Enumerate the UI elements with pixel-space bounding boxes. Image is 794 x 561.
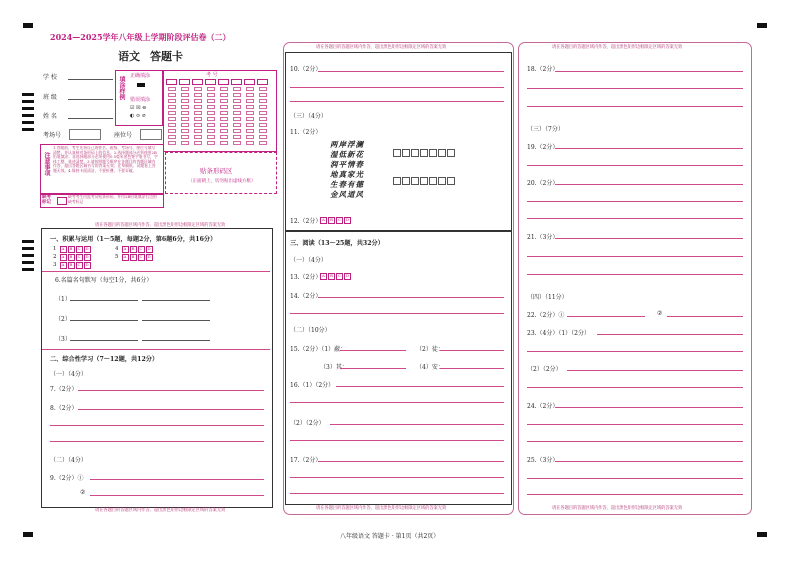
exam-id-bubble[interactable] [168, 141, 176, 145]
corner-mark-tl [23, 23, 33, 28]
exam-id-bubble[interactable] [246, 123, 254, 127]
exam-id-bubble[interactable] [168, 93, 176, 97]
writing-grid-cell[interactable] [447, 177, 455, 185]
mc-option-bubble[interactable]: C [77, 262, 81, 267]
option-bubble[interactable]: D [345, 217, 350, 222]
mc-option-bubble[interactable]: C [139, 254, 143, 259]
poem-line: 两岸浮澜 [330, 140, 364, 149]
q18-line[interactable] [555, 71, 743, 72]
mc-option-bubble[interactable]: B [68, 246, 75, 253]
corner-mark-bl [23, 532, 33, 537]
exam-id-bubble[interactable] [233, 141, 241, 145]
exam-id-bubble[interactable] [168, 99, 176, 103]
absent-note: 缺考考生由监考员贴条形码，并用2B铅笔填涂右边的缺考标记 [68, 195, 157, 204]
school-label: 学 校 [43, 74, 57, 81]
q9-line-1[interactable] [90, 479, 264, 480]
corner-mark-tr [757, 23, 767, 28]
answer-area-col1 [41, 228, 273, 508]
option-bubble[interactable]: D [345, 273, 350, 278]
exam-id-bubble[interactable] [168, 117, 176, 121]
exam-id-bubble[interactable] [220, 135, 228, 139]
q17-line[interactable] [290, 477, 504, 478]
exam-id-bubble[interactable] [194, 123, 202, 127]
q17-label: 17.（2分） [290, 457, 322, 464]
q24-label: 24.（2分） [527, 403, 559, 410]
warning-col1-bottom: 请在各题目的答题区域内作答，超出黑色矩形边框限定区域的答案无效 [95, 508, 226, 513]
q25-line[interactable] [527, 478, 743, 479]
q16-2-label: （2）（2分） [290, 420, 325, 427]
exam-id-digit-box[interactable] [192, 79, 203, 85]
poem-line: 湿低新花 [330, 150, 364, 159]
exam-id-bubble[interactable] [194, 105, 202, 109]
writing-grid-cell[interactable] [402, 177, 410, 185]
barcode-note: （正面朝上，切勿贴出虚线方框） [188, 179, 256, 184]
exam-id-bubble[interactable] [207, 87, 215, 91]
q20-line[interactable] [527, 201, 743, 202]
q19-line[interactable] [555, 148, 743, 149]
mc-number: 2 [53, 254, 57, 260]
warning-col1-top: 请在各题目的答题区域内作答，超出黑色矩形边框限定区域的答案无效 [95, 223, 226, 228]
mc-row[interactable] [115, 245, 154, 253]
warning-col3-bottom: 请在各题目的答题区域内作答，超出黑色矩形边框限定区域的答案无效 [552, 506, 683, 511]
timing-mark [22, 121, 34, 124]
q23-line[interactable] [597, 334, 743, 335]
exam-id-bubble[interactable] [246, 135, 254, 139]
writing-grid-cell[interactable] [429, 149, 437, 157]
answer-area-col2-top [285, 52, 512, 231]
wrong-fill-sample-2: ◐ ⊙ ⊘ [130, 113, 146, 119]
q23-line[interactable] [527, 387, 743, 388]
q6-blank-3a[interactable] [70, 340, 138, 341]
exam-id-bubble[interactable] [168, 129, 176, 133]
exam-id-bubble[interactable] [233, 135, 241, 139]
card-name-label: 答题卡 [150, 50, 183, 63]
exam-id-bubble[interactable] [168, 105, 176, 109]
name-label: 姓 名 [43, 113, 57, 120]
answer-column-3 [518, 42, 752, 515]
exam-id-bubble[interactable] [168, 87, 176, 91]
exam-id-bubble[interactable] [168, 123, 176, 127]
q14-label: 14.（2分） [290, 293, 322, 300]
exam-id-bubble[interactable] [259, 87, 267, 91]
exam-id-bubble[interactable] [233, 123, 241, 127]
q6-label: 6.名篇名句默写（每空1分，共6分） [55, 277, 153, 284]
part-2-label: （二）（4分） [50, 457, 87, 464]
mc-row[interactable] [53, 253, 92, 261]
writing-grid-cell[interactable] [420, 149, 428, 157]
exam-id-bubble[interactable] [259, 111, 267, 115]
q6-blank-3-label: （3） [55, 336, 71, 343]
option-bubble[interactable]: C [337, 273, 342, 278]
exam-id-bubble[interactable] [207, 93, 215, 97]
writing-grid-cell[interactable] [402, 149, 410, 157]
q9-line-2[interactable] [90, 495, 264, 496]
notes-text: 1.答题前，考生先将自己的姓名、班级、考场号、座位号填写清楚，并认真核对条形码上的信息。2.选择题部分必须使用2B铅笔填涂；非选择题部分必须使用0.5毫米黑色签字笔书写，字体工整、笔迹清楚。3.请按照题号顺序在各题目的答题区域内作答，超出答题区域书写的答案无效；在草稿纸、试题卷上答题无效。4.保持卡面清洁，不要折叠、不要弄破。 [53, 146, 158, 173]
q15-3-line[interactable] [340, 368, 406, 369]
timing-mark [22, 240, 34, 243]
q22-label: 22.（2分）① [527, 312, 565, 319]
writing-grid-cell[interactable] [438, 177, 446, 185]
q24-line[interactable] [527, 441, 743, 442]
exam-id-bubble[interactable] [207, 129, 215, 133]
writing-grid-cell[interactable] [447, 149, 455, 157]
exam-id-bubble[interactable] [207, 111, 215, 115]
q9-blank-2-label: ② [80, 489, 86, 496]
mc-option-bubble[interactable]: B [68, 262, 75, 269]
q25-line[interactable] [527, 494, 743, 495]
writing-grid-cell[interactable] [438, 149, 446, 157]
q10-label: 10.（2分） [290, 66, 322, 73]
exam-id-bubble[interactable] [181, 93, 189, 97]
fill-example-side-label: 填涂样例 [118, 76, 125, 100]
exam-id-bubble[interactable] [233, 105, 241, 109]
mc-number: 1 [53, 246, 57, 252]
exam-id-bubble[interactable] [233, 93, 241, 97]
mc-option-bubble[interactable]: D [147, 254, 151, 259]
q6-blank-3b[interactable] [142, 340, 210, 341]
mc-number: 5 [115, 254, 119, 260]
mc-number: 3 [53, 262, 57, 268]
exam-id-bubble[interactable] [220, 123, 228, 127]
q22-blank-2-label: ② [657, 310, 663, 317]
exam-id-bubble[interactable] [220, 117, 228, 121]
divider [42, 349, 270, 350]
mc-option-bubble[interactable]: C [77, 254, 81, 259]
exam-id-bubble[interactable] [194, 135, 202, 139]
q16-line[interactable] [330, 424, 504, 425]
mc-option-bubble[interactable]: C [139, 246, 143, 251]
writing-grid-cell[interactable] [411, 177, 419, 185]
subject-label: 语文 [118, 50, 140, 63]
q18-line[interactable] [527, 106, 743, 107]
class-field[interactable] [68, 99, 113, 100]
class-label: 班 级 [43, 94, 57, 101]
exam-id-digit-box[interactable] [244, 79, 255, 85]
q24-line[interactable] [527, 424, 743, 425]
option-bubble[interactable]: B [328, 273, 335, 280]
timing-mark [22, 247, 34, 250]
mc-option-bubble[interactable]: B [68, 254, 75, 261]
q9-label: 9.（2分）① [50, 475, 84, 482]
wrong-fill-sample: ☑ ☒ ⊖ [130, 105, 147, 111]
q22-line-1[interactable] [567, 316, 645, 317]
q21-label: 21.（3分） [527, 234, 559, 241]
timing-mark [22, 100, 34, 103]
writing-grid-cell[interactable] [429, 177, 437, 185]
absent-label: 缺考标记 [42, 195, 51, 205]
q14-line[interactable] [290, 313, 504, 314]
seat-no-label: 座位号 [114, 132, 133, 139]
timing-mark [22, 261, 34, 264]
mc-option-bubble[interactable]: D [85, 262, 89, 267]
exam-id-bubble[interactable] [181, 129, 189, 133]
mc-option-bubble[interactable]: A [60, 254, 67, 261]
exam-id-bubble[interactable] [181, 141, 189, 145]
page-footer: 八年级语文 答题卡 · 第1页（共2页） [340, 533, 440, 540]
notes-side-label: 注意事项 [43, 152, 50, 176]
q6-blank-2b[interactable] [142, 320, 210, 321]
school-field[interactable] [68, 79, 113, 80]
q17-line[interactable] [318, 461, 504, 462]
q15-2-label: （2）徒： [416, 346, 444, 353]
timing-mark [22, 254, 34, 257]
section-1-heading: 一、积累与运用（1～5题，每题2分，第6题6分，共16分） [50, 236, 217, 243]
exam-id-bubble[interactable] [259, 99, 267, 103]
exam-id-bubble[interactable] [259, 123, 267, 127]
q6-blank-2a[interactable] [70, 320, 138, 321]
writing-grid-cell[interactable] [420, 177, 428, 185]
exam-id-bubble[interactable] [181, 87, 189, 91]
timing-mark [22, 268, 34, 271]
exam-id-bubble[interactable] [220, 99, 228, 103]
exam-id-bubble[interactable] [259, 117, 267, 121]
exam-id-bubble[interactable] [259, 105, 267, 109]
correct-fill-sample [137, 83, 145, 87]
mc-option-bubble[interactable]: A [60, 246, 67, 253]
poem-line: 金风道风 [330, 190, 364, 199]
name-field[interactable] [68, 118, 113, 119]
exam-id-bubble[interactable] [259, 93, 267, 97]
q19-label: 19.（2分） [527, 144, 559, 151]
section-2-heading: 二、综合性学习（7～12题，共12分） [50, 356, 159, 363]
warning-col2-bottom: 请在各题目的答题区域内作答，超出黑色矩形边框限定区域的答案无效 [316, 506, 447, 511]
q8-line[interactable] [78, 409, 264, 410]
poem-line: 润平情春 [330, 160, 364, 169]
divider [42, 271, 270, 272]
q16-line[interactable] [290, 440, 504, 441]
q12-options[interactable] [320, 216, 352, 224]
exam-id-label: 考 号 [206, 72, 218, 78]
q15-1-label: 15.（2分）（1）蔽： [290, 346, 347, 353]
q13-label: 13.（2分） [290, 274, 322, 281]
exam-id-bubble[interactable] [194, 93, 202, 97]
q10-line[interactable] [290, 87, 504, 88]
exam-id-bubble[interactable] [246, 141, 254, 145]
exam-id-bubble[interactable] [220, 111, 228, 115]
q20-label: 20.（2分） [527, 180, 559, 187]
writing-grid-cell[interactable] [393, 149, 401, 157]
exam-id-bubble[interactable] [259, 129, 267, 133]
exam-no-label: 考场号 [43, 132, 62, 139]
q20-line[interactable] [527, 218, 743, 219]
part-3-label: （三）（4分） [290, 113, 327, 120]
exam-id-bubble[interactable] [259, 141, 267, 145]
q12-label: 12.（2分） [290, 218, 322, 225]
exam-id-bubble[interactable] [181, 123, 189, 127]
mc-option-bubble[interactable]: B [130, 246, 137, 253]
q21-line[interactable] [527, 274, 743, 275]
exam-id-digit-box[interactable] [166, 79, 177, 85]
q11-label: 11.（2分） [290, 129, 322, 136]
exam-id-bubble[interactable] [233, 111, 241, 115]
exam-id-bubble[interactable] [181, 99, 189, 103]
q15-4-label: （4）安： [416, 364, 444, 371]
q16-1-label: 16.（1）（2分） [290, 382, 335, 389]
exam-id-bubble[interactable] [220, 87, 228, 91]
mc-number: 4 [115, 246, 119, 252]
mc-option-bubble[interactable]: A [122, 254, 129, 261]
timing-mark [22, 93, 34, 96]
q24-line[interactable] [555, 407, 743, 408]
mc-option-bubble[interactable]: C [77, 246, 81, 251]
part-4-label: （一）（4分） [290, 257, 327, 264]
exam-id-digit-box[interactable] [179, 79, 190, 85]
seat-no-box[interactable] [140, 129, 162, 140]
correct-fill-label: 正确填涂 [130, 73, 151, 79]
q23-2-label: （2）（2分） [527, 366, 562, 373]
q19-line[interactable] [527, 165, 743, 166]
q18-line[interactable] [527, 88, 743, 89]
exam-id-bubble[interactable] [220, 141, 228, 145]
timing-mark [22, 107, 34, 110]
exam-id-digit-box[interactable] [231, 79, 242, 85]
exam-id-bubble[interactable] [181, 117, 189, 121]
exam-id-bubble[interactable] [207, 141, 215, 145]
exam-id-bubble[interactable] [233, 129, 241, 133]
q18-label: 18.（2分） [527, 66, 559, 73]
exam-id-bubble[interactable] [246, 87, 254, 91]
poem-line: 生春有德 [330, 180, 364, 189]
exam-id-bubble[interactable] [233, 87, 241, 91]
exam-id-bubble[interactable] [181, 111, 189, 115]
card-title: 2024—2025学年八年级上学期阶段评估卷（二） [50, 32, 231, 42]
mc-option-bubble[interactable]: B [130, 254, 137, 261]
q23-line[interactable] [527, 351, 743, 352]
q22-line-2[interactable] [667, 316, 743, 317]
q6-blank-1-label: （1） [55, 296, 71, 303]
mc-option-bubble[interactable]: D [85, 246, 89, 251]
exam-id-bubble[interactable] [207, 123, 215, 127]
barcode-title: 贴条形码区 [200, 167, 233, 175]
q13-options[interactable] [320, 272, 352, 280]
exam-id-bubble[interactable] [233, 99, 241, 103]
exam-id-bubble[interactable] [207, 99, 215, 103]
wrong-fill-label: 错误填涂 [130, 97, 151, 103]
mc-option-bubble[interactable]: D [85, 254, 89, 259]
corner-mark-br [757, 532, 767, 537]
option-bubble[interactable]: B [328, 217, 335, 224]
exam-id-bubble[interactable] [246, 129, 254, 133]
q16-line[interactable] [336, 386, 504, 387]
q20-line[interactable] [555, 184, 743, 185]
q8-line[interactable] [50, 425, 264, 426]
warning-col2-top: 请在各题目的答题区域内作答，超出黑色矩形边框限定区域的答案无效 [316, 45, 447, 50]
q14-line[interactable] [318, 297, 504, 298]
part-1-label: （一）（4分） [50, 371, 87, 378]
q15-2-line[interactable] [440, 350, 504, 351]
exam-id-bubble[interactable] [233, 117, 241, 121]
option-bubble[interactable]: A [320, 217, 327, 224]
q25-label: 25.（3分） [527, 457, 559, 464]
q21-line[interactable] [555, 238, 743, 239]
poem-line: 地真家光 [330, 170, 364, 179]
part-5-label: （二）（10分） [290, 327, 331, 334]
mc-row[interactable] [53, 261, 92, 269]
exam-id-bubble[interactable] [168, 135, 176, 139]
part-6-label: （三）（7分） [527, 126, 564, 133]
exam-id-bubble[interactable] [194, 129, 202, 133]
exam-id-digit-box[interactable] [218, 79, 229, 85]
timing-mark [22, 128, 34, 131]
exam-id-bubble[interactable] [246, 111, 254, 115]
exam-id-bubble[interactable] [246, 99, 254, 103]
exam-id-bubble[interactable] [194, 141, 202, 145]
mc-row[interactable] [115, 253, 154, 261]
exam-id-bubble[interactable] [246, 117, 254, 121]
q17-line[interactable] [290, 493, 504, 494]
q8-line[interactable] [50, 441, 264, 442]
exam-id-bubble[interactable] [181, 105, 189, 109]
q21-line[interactable] [527, 256, 743, 257]
part-7-label: （四）（11分） [527, 294, 568, 301]
absent-checkbox[interactable] [57, 197, 67, 205]
q10-line[interactable] [290, 101, 504, 102]
exam-id-bubble[interactable] [194, 87, 202, 91]
exam-id-bubble[interactable] [246, 93, 254, 97]
q6-blank-1a[interactable] [70, 300, 138, 301]
section-3-heading: 三、阅读（13～25题，共32分） [290, 240, 384, 247]
q10-line[interactable] [318, 71, 504, 72]
q6-blank-1b[interactable] [142, 300, 210, 301]
q8-label: 8.（2分） [50, 405, 78, 412]
exam-id-digit-box[interactable] [205, 79, 216, 85]
exam-id-bubble[interactable] [246, 105, 254, 109]
writing-grid-cell[interactable] [393, 177, 401, 185]
exam-id-bubble[interactable] [220, 93, 228, 97]
exam-id-bubble[interactable] [207, 135, 215, 139]
q15-4-line[interactable] [440, 368, 504, 369]
exam-id-bubble[interactable] [220, 129, 228, 133]
writing-grid-cell[interactable] [411, 149, 419, 157]
mc-row[interactable] [53, 245, 92, 253]
exam-no-box[interactable] [69, 129, 101, 140]
q7-line[interactable] [78, 390, 264, 391]
q16-line[interactable] [290, 402, 504, 403]
timing-mark [22, 114, 34, 117]
q15-3-label: （3）其： [320, 364, 348, 371]
exam-id-bubble[interactable] [181, 135, 189, 139]
exam-id-bubble[interactable] [194, 111, 202, 115]
exam-id-bubble[interactable] [194, 117, 202, 121]
exam-id-bubble[interactable] [207, 117, 215, 121]
q7-label: 7.（2分） [50, 386, 78, 393]
option-bubble[interactable]: A [320, 273, 327, 280]
mc-option-bubble[interactable]: A [60, 262, 67, 269]
q25-line[interactable] [555, 461, 743, 462]
exam-id-bubble[interactable] [207, 105, 215, 109]
mc-option-bubble[interactable]: A [122, 246, 129, 253]
q23-1-label: 23.（4分）（1）（2分） [527, 330, 590, 337]
exam-id-digit-box[interactable] [257, 79, 268, 85]
q15-1-line[interactable] [340, 350, 406, 351]
exam-id-bubble[interactable] [220, 105, 228, 109]
q6-blank-2-label: （2） [55, 316, 71, 323]
exam-id-bubble[interactable] [194, 99, 202, 103]
option-bubble[interactable]: C [337, 217, 342, 222]
mc-option-bubble[interactable]: D [147, 246, 151, 251]
exam-id-bubble[interactable] [259, 135, 267, 139]
q23-line[interactable] [567, 370, 743, 371]
warning-col3-top: 请在各题目的答题区域内作答，超出黑色矩形边框限定区域的答案无效 [552, 45, 683, 50]
exam-id-bubble[interactable] [168, 111, 176, 115]
